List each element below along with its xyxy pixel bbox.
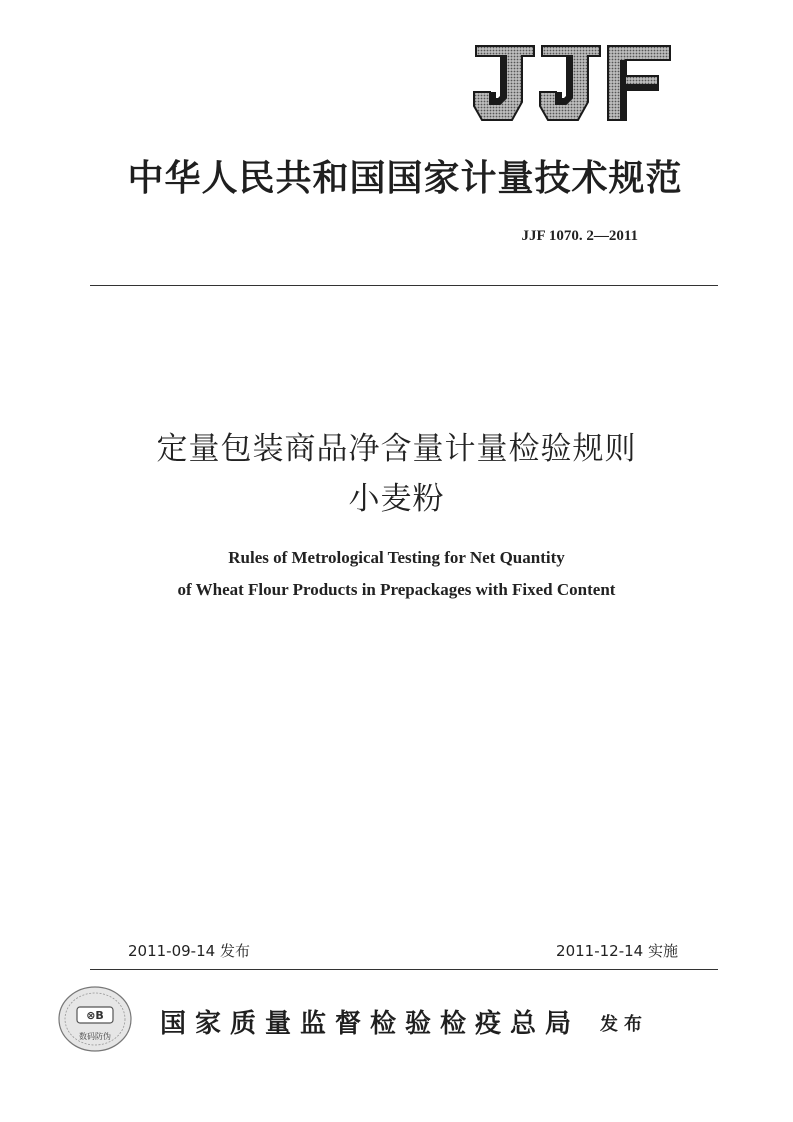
chinese-subtitle: 小麦粉 — [348, 481, 445, 517]
svg-text:⊗B: ⊗B — [86, 1009, 104, 1022]
issue-date: 2011-09-14 发布 — [128, 942, 250, 960]
document-number: JJF 1070. 2—2011 — [521, 228, 638, 244]
series-title: 中华人民共和国国家计量技术规范 — [127, 157, 683, 199]
jjf-logo-icon — [468, 40, 673, 130]
implementation-date: 2011-12-14 实施 — [556, 942, 678, 960]
english-title-line1: Rules of Metrological Testing for Net Quantity — [228, 548, 565, 567]
bottom-divider — [90, 969, 718, 970]
anti-counterfeit-seal-icon — [55, 985, 135, 1055]
seal-text: 数码防伪 — [79, 1032, 111, 1041]
chinese-title: 定量包装商品净含量计量检验规则 — [156, 431, 637, 467]
issuer-suffix: 发布 — [600, 1014, 648, 1035]
english-title-line2: of Wheat Flour Products in Prepackages with Fixed Content — [177, 580, 616, 599]
top-divider — [90, 285, 718, 286]
issuing-authority: 国家质量监督检验检疫总局 — [160, 1009, 581, 1039]
